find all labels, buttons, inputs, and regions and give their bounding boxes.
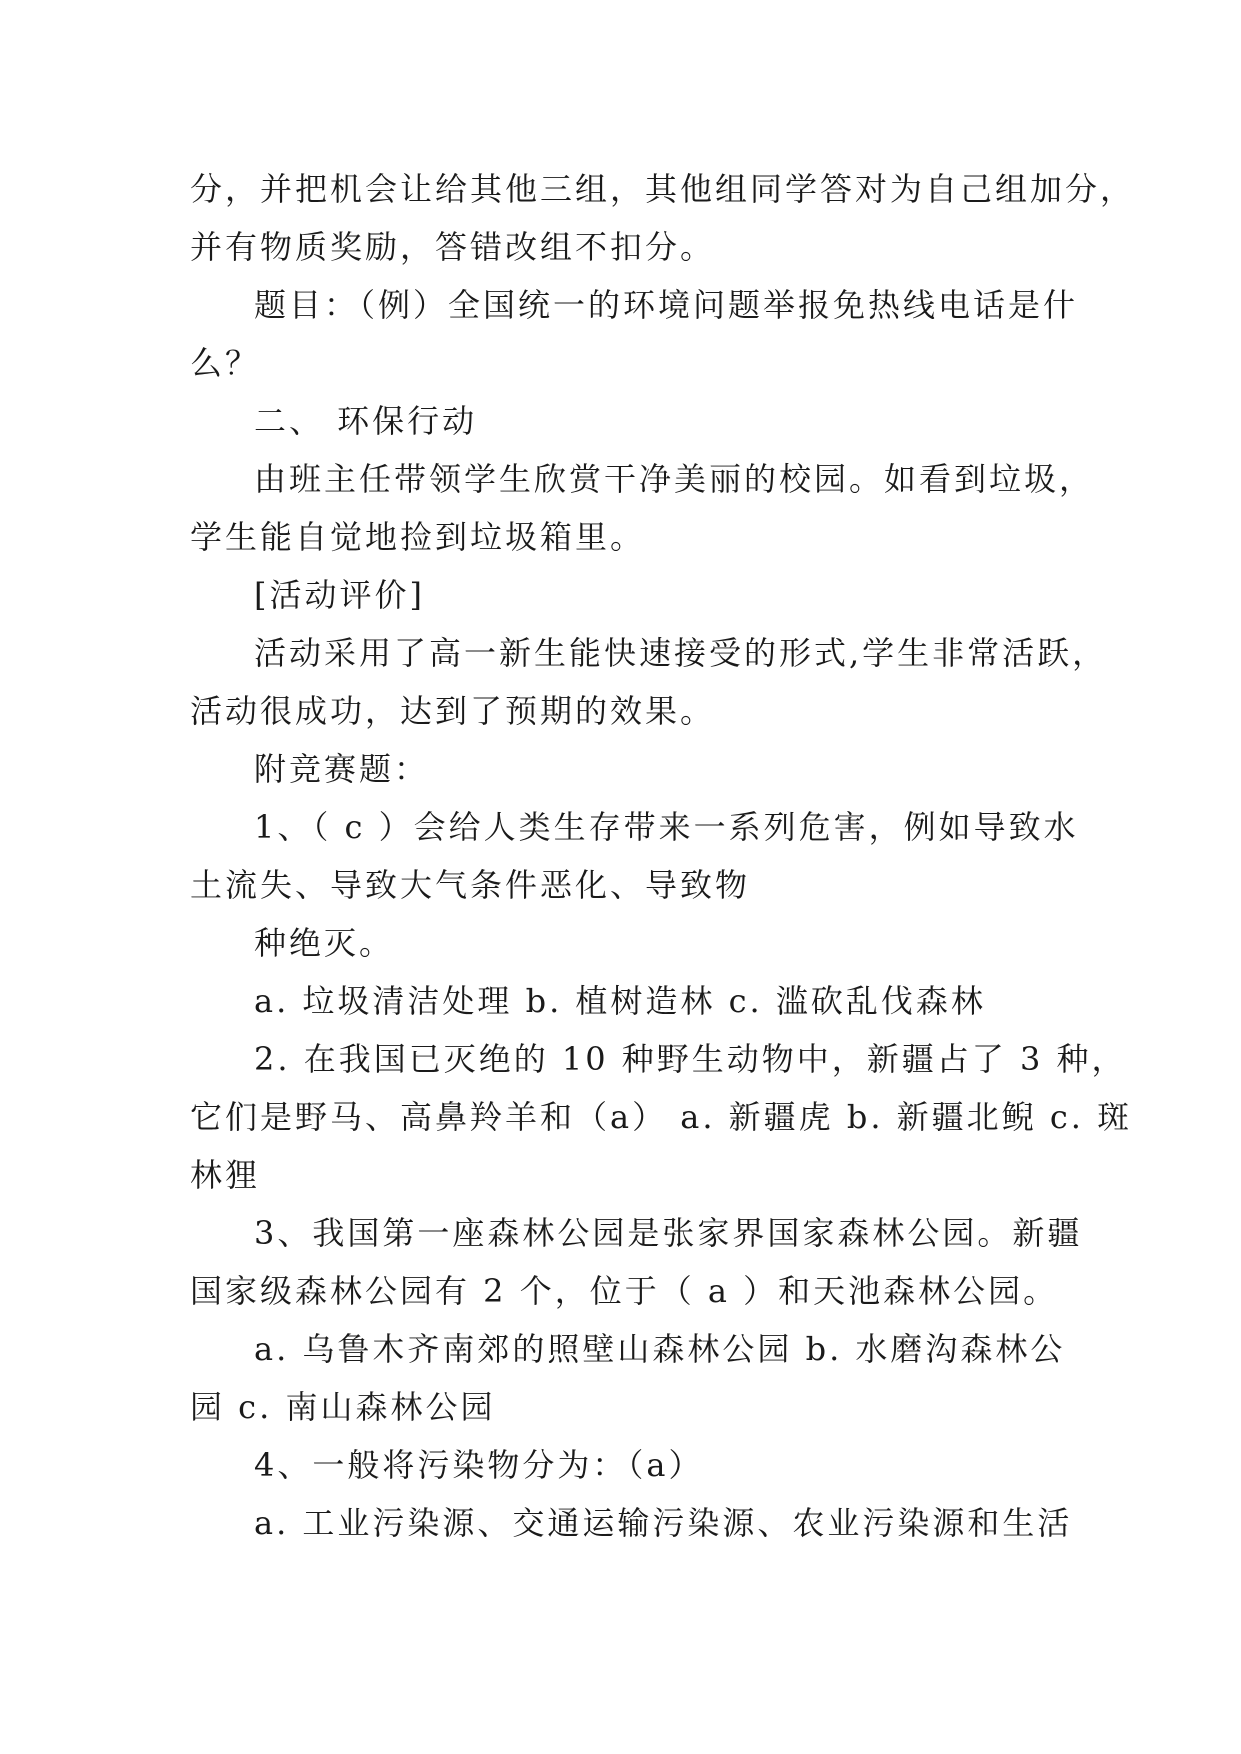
answer-options: 园 c. 南山森林公园: [190, 1388, 496, 1426]
paragraph-line: 么？: [190, 344, 261, 382]
section-heading: [活动评价]: [254, 576, 425, 614]
question-line: 3、我国第一座森林公园是张家界国家森林公园。新疆: [254, 1214, 1083, 1252]
paragraph-line: 活动采用了高一新生能快速接受的形式,学生非常活跃，: [254, 634, 1108, 672]
question-line: 土流失、导致大气条件恶化、导致物: [190, 866, 751, 904]
answer-options: 林狸: [190, 1156, 261, 1194]
question-line: 2. 在我国已灭绝的 10 种野生动物中，新疆占了 3 种，: [254, 1040, 1127, 1078]
paragraph-line: 分，并把机会让给其他三组，其他组同学答对为自己组加分，: [190, 170, 1136, 208]
paragraph-line: 学生能自觉地捡到垃圾箱里。: [190, 518, 646, 556]
question-line: 1、（ c ）会给人类生存带来一系列危害，例如导致水: [254, 808, 1079, 846]
paragraph-line: 由班主任带领学生欣赏干净美丽的校园。如看到垃圾，: [254, 460, 1095, 498]
answer-options: a. 垃圾清洁处理 b. 植树造林 c. 滥砍乱伐森林: [254, 982, 986, 1020]
question-line: 它们是野马、高鼻羚羊和（a） a. 新疆虎 b. 新疆北鲵 c. 斑: [190, 1098, 1133, 1136]
document-body: [190, 160, 1136, 1552]
answer-options: a. 工业污染源、交通运输污染源、农业污染源和生活: [254, 1504, 1073, 1542]
question-example-line: 题目：（例）全国统一的环境问题举报免热线电话是什: [254, 286, 1079, 324]
paragraph-line: 活动很成功，达到了预期的效果。: [190, 692, 716, 730]
section-heading: 附竞赛题：: [254, 750, 430, 788]
question-line: 国家级森林公园有 2 个，位于（ a ）和天池森林公园。: [190, 1272, 1059, 1310]
question-line: 4、一般将污染物分为：（a）: [254, 1446, 704, 1484]
section-heading: 二、 环保行动: [254, 402, 478, 440]
paragraph-line: 并有物质奖励，答错改组不扣分。: [190, 228, 716, 266]
question-line: 种绝灭。: [254, 924, 395, 962]
answer-options: a. 乌鲁木齐南郊的照壁山森林公园 b. 水磨沟森林公: [254, 1330, 1066, 1368]
